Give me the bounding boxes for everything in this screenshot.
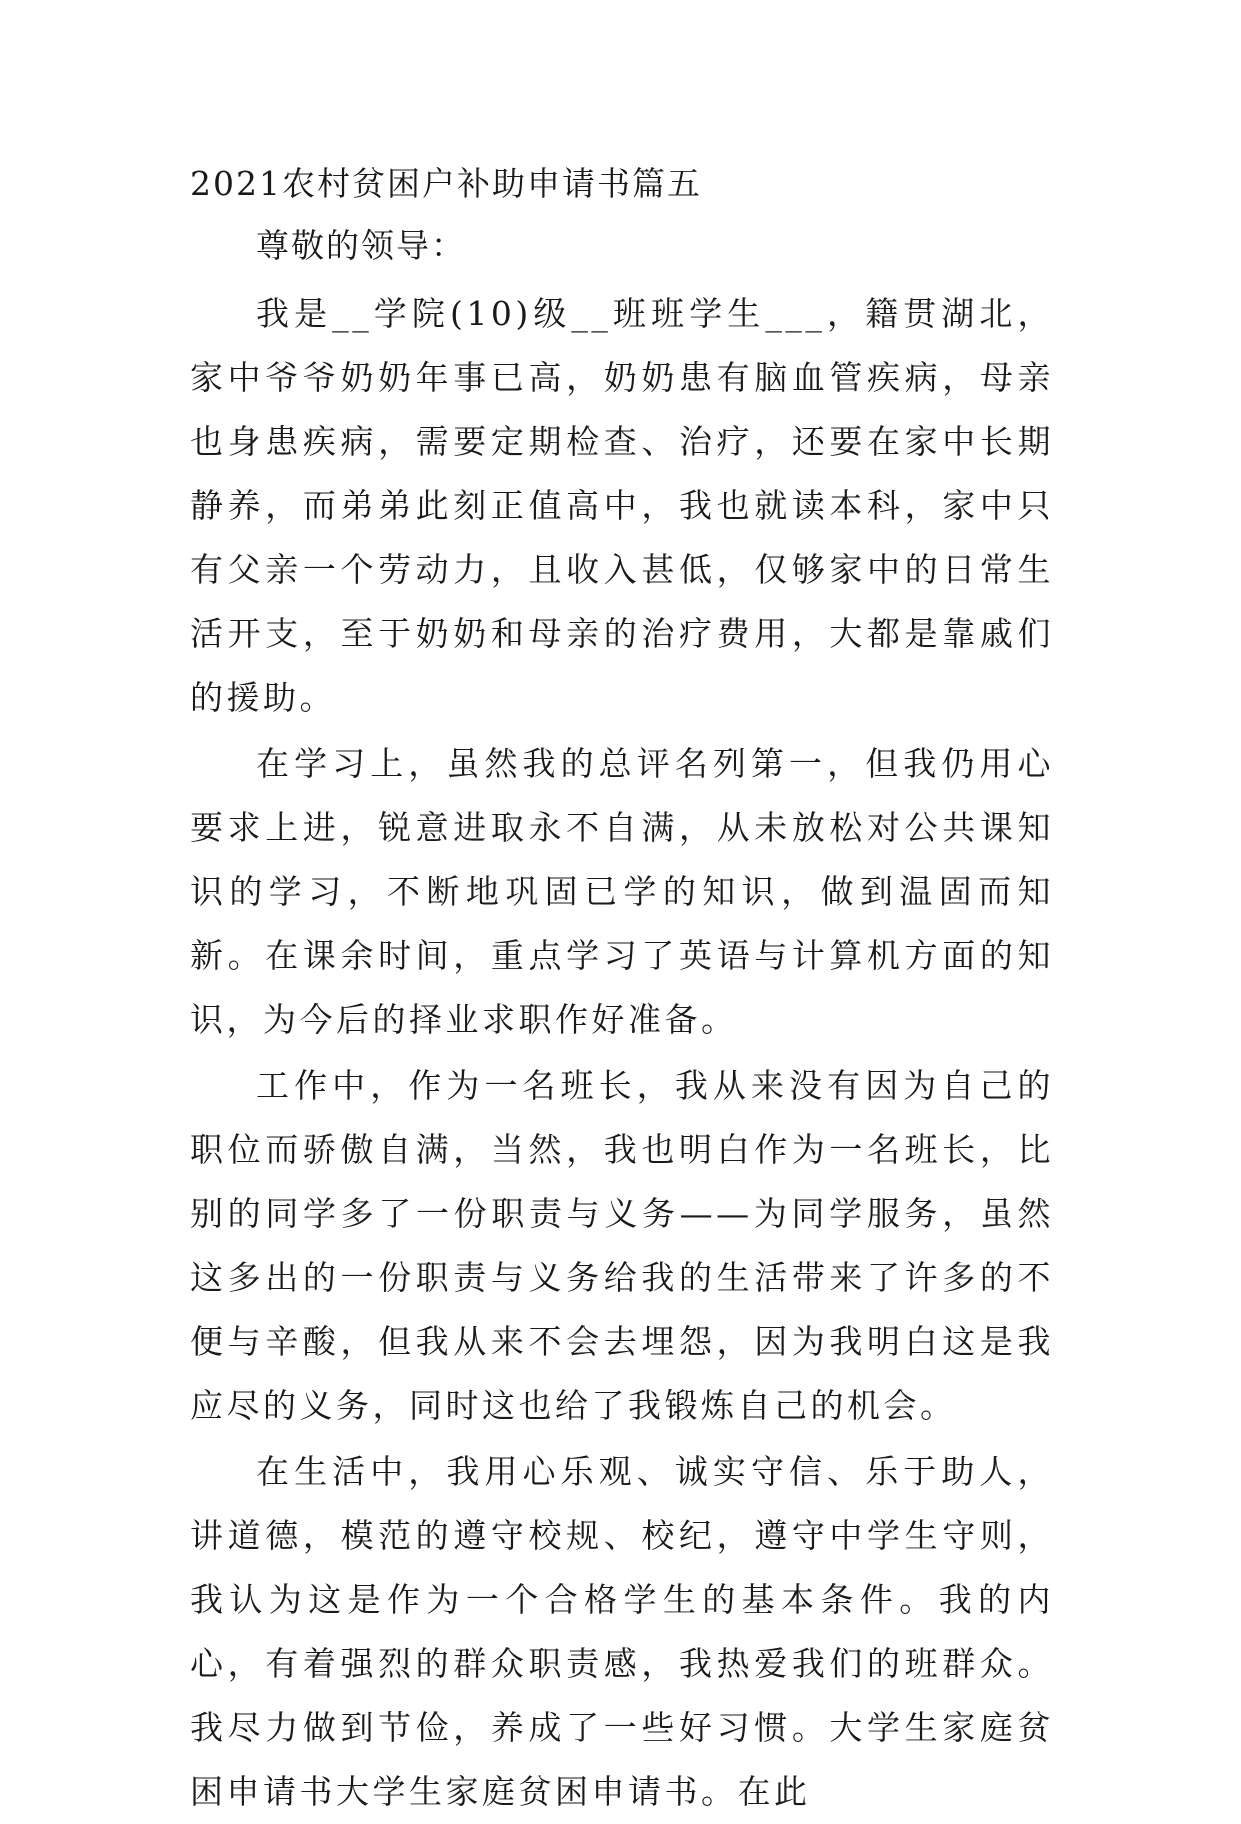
paragraph-study: 在学习上，虽然我的总评名列第一，但我仍用心要求上进，锐意进取永不自满，从未放松对公共课知识的学习，不断地巩固已学的知识，做到温固而知新。在课余时间，重点学习了英语与计算机方面的知识，为今后的择业求职作好准备。 [190,744,1054,1039]
document-title: 2021农村贫困户补助申请书篇五 [190,164,702,203]
document-page [190,160,1054,1824]
paragraph-life: 在生活中，我用心乐观、诚实守信、乐于助人，讲道德，模范的遵守校规、校纪，遵守中学生守则，我认为这是作为一个合格学生的基本条件。我的内心，有着强烈的群众职责感，我热爱我们的班群众。我尽力做到节俭，养成了一些好习惯。大学生家庭贫困申请书大学生家庭贫困申请书。在此 [190,1452,1054,1811]
paragraph-work: 工作中，作为一名班长，我从来没有因为自己的职位而骄傲自满，当然，我也明白作为一名班长，比别的同学多了一份职责与义务——为同学服务，虽然这多出的一份职责与义务给我的生活带来了许多的不便与辛酸，但我从来不会去埋怨，因为我明白这是我应尽的义务，同时这也给了我锻炼自己的机会。 [190,1066,1054,1425]
salutation: 尊敬的领导： [256,226,466,265]
paragraph-family-situation: 我是__学院(10)级__班班学生___，籍贯湖北，家中爷爷奶奶年事已高，奶奶患有脑血管疾病，母亲也身患疾病，需要定期检查、治疗，还要在家中长期静养，而弟弟此刻正值高中，我也就读本科，家中只有父亲一个劳动力，且收入甚低，仅够家中的日常生活开支，至于奶奶和母亲的治疗费用，大都是靠戚们的援助。 [190,294,1054,717]
